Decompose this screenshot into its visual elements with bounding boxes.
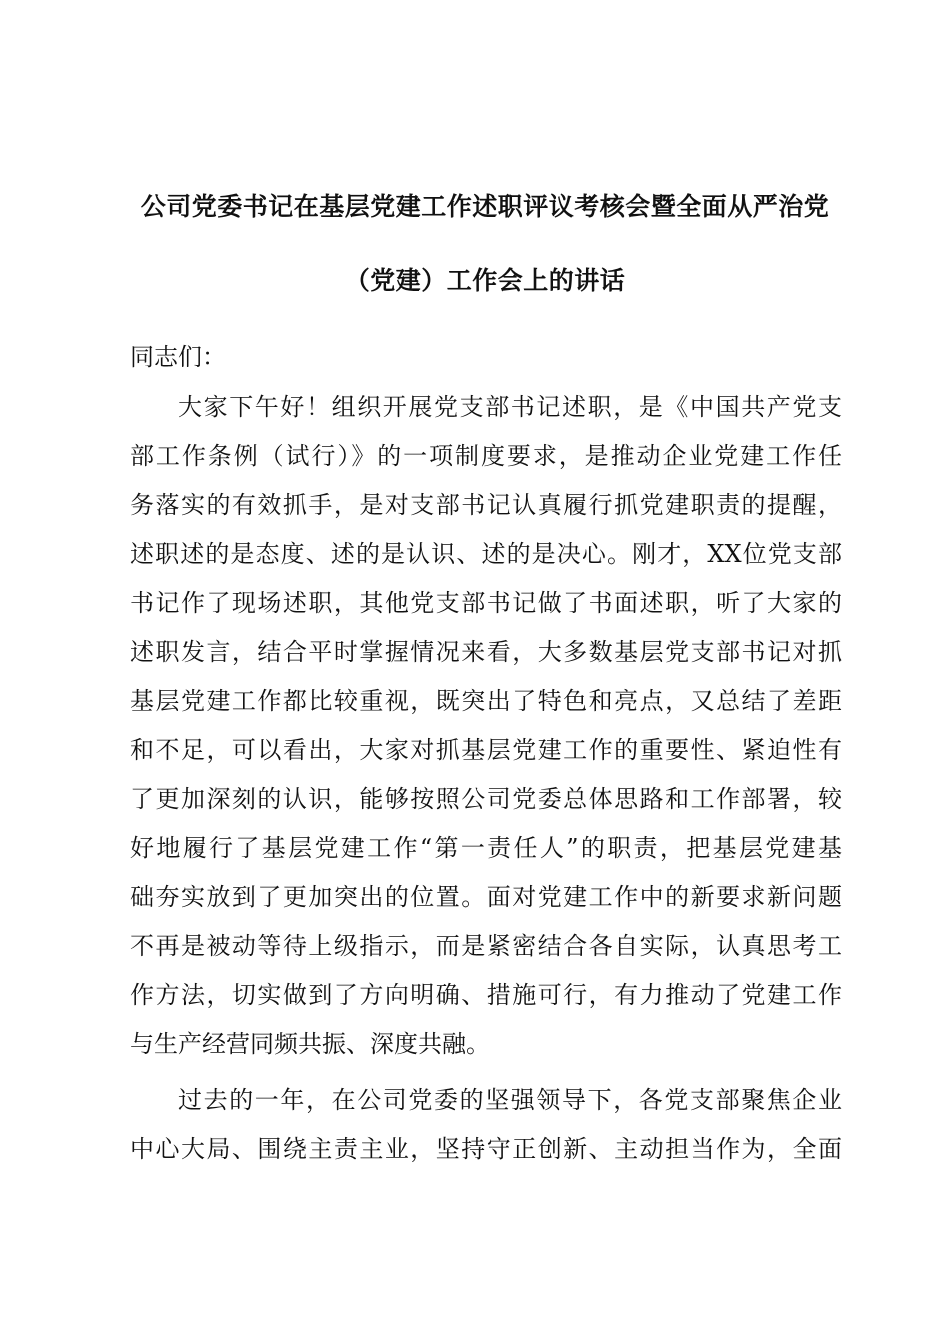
document-title-line-2: （党建）工作会上的讲话 [344, 266, 626, 295]
paragraph-1-line-2: 部工作条例（试行）》的一项制度要求，是推动企业党建工作任 [130, 442, 842, 470]
paragraph-1-line-7: 基层党建工作都比较重视，既突出了特色和亮点，又总结了差距 [130, 687, 842, 715]
paragraph-1-line-6: 述职发言，结合平时掌握情况来看，大多数基层党支部书记对抓 [130, 638, 842, 666]
paragraph-1-line-14: 与生产经营同频共振、深度共融。 [130, 1030, 490, 1058]
paragraph-1-line-1: 大家下午好！组织开展党支部书记述职，是《中国共产党支 [178, 393, 842, 421]
paragraph-1-line-8: 和不足，可以看出，大家对抓基层党建工作的重要性、紧迫性有 [130, 736, 842, 764]
paragraph-1-line-9: 了更加深刻的认识，能够按照公司党委总体思路和工作部署，较 [130, 785, 842, 813]
paragraph-2-line-2: 中心大局、围绕主责主业，坚持守正创新、主动担当作为，全面 [130, 1135, 842, 1163]
paragraph-1-line-12: 不再是被动等待上级指示，而是紧密结合各自实际，认真思考工 [130, 932, 842, 960]
greeting: 同志们： [130, 343, 226, 371]
paragraph-1-line-5: 书记作了现场述职，其他党支部书记做了书面述职，听了大家的 [130, 589, 842, 617]
paragraph-1-line-3: 务落实的有效抓手，是对支部书记认真履行抓党建职责的提醒， [130, 491, 842, 519]
paragraph-1-line-4: 述职述的是态度、述的是认识、述的是决心。刚才，XX位党支部 [130, 540, 842, 568]
paragraph-1-line-11: 础夯实放到了更加突出的位置。面对党建工作中的新要求新问题 [130, 883, 842, 911]
paragraph-1-line-13: 作方法，切实做到了方向明确、措施可行，有力推动了党建工作 [130, 981, 842, 1009]
paragraph-2-line-1: 过去的一年，在公司党委的坚强领导下，各党支部聚焦企业 [178, 1086, 842, 1114]
document-title-line-1: 公司党委书记在基层党建工作述职评议考核会暨全面从严治党 [140, 192, 830, 221]
paragraph-1-line-10: 好地履行了基层党建工作“第一责任人”的职责，把基层党建基 [130, 834, 842, 862]
